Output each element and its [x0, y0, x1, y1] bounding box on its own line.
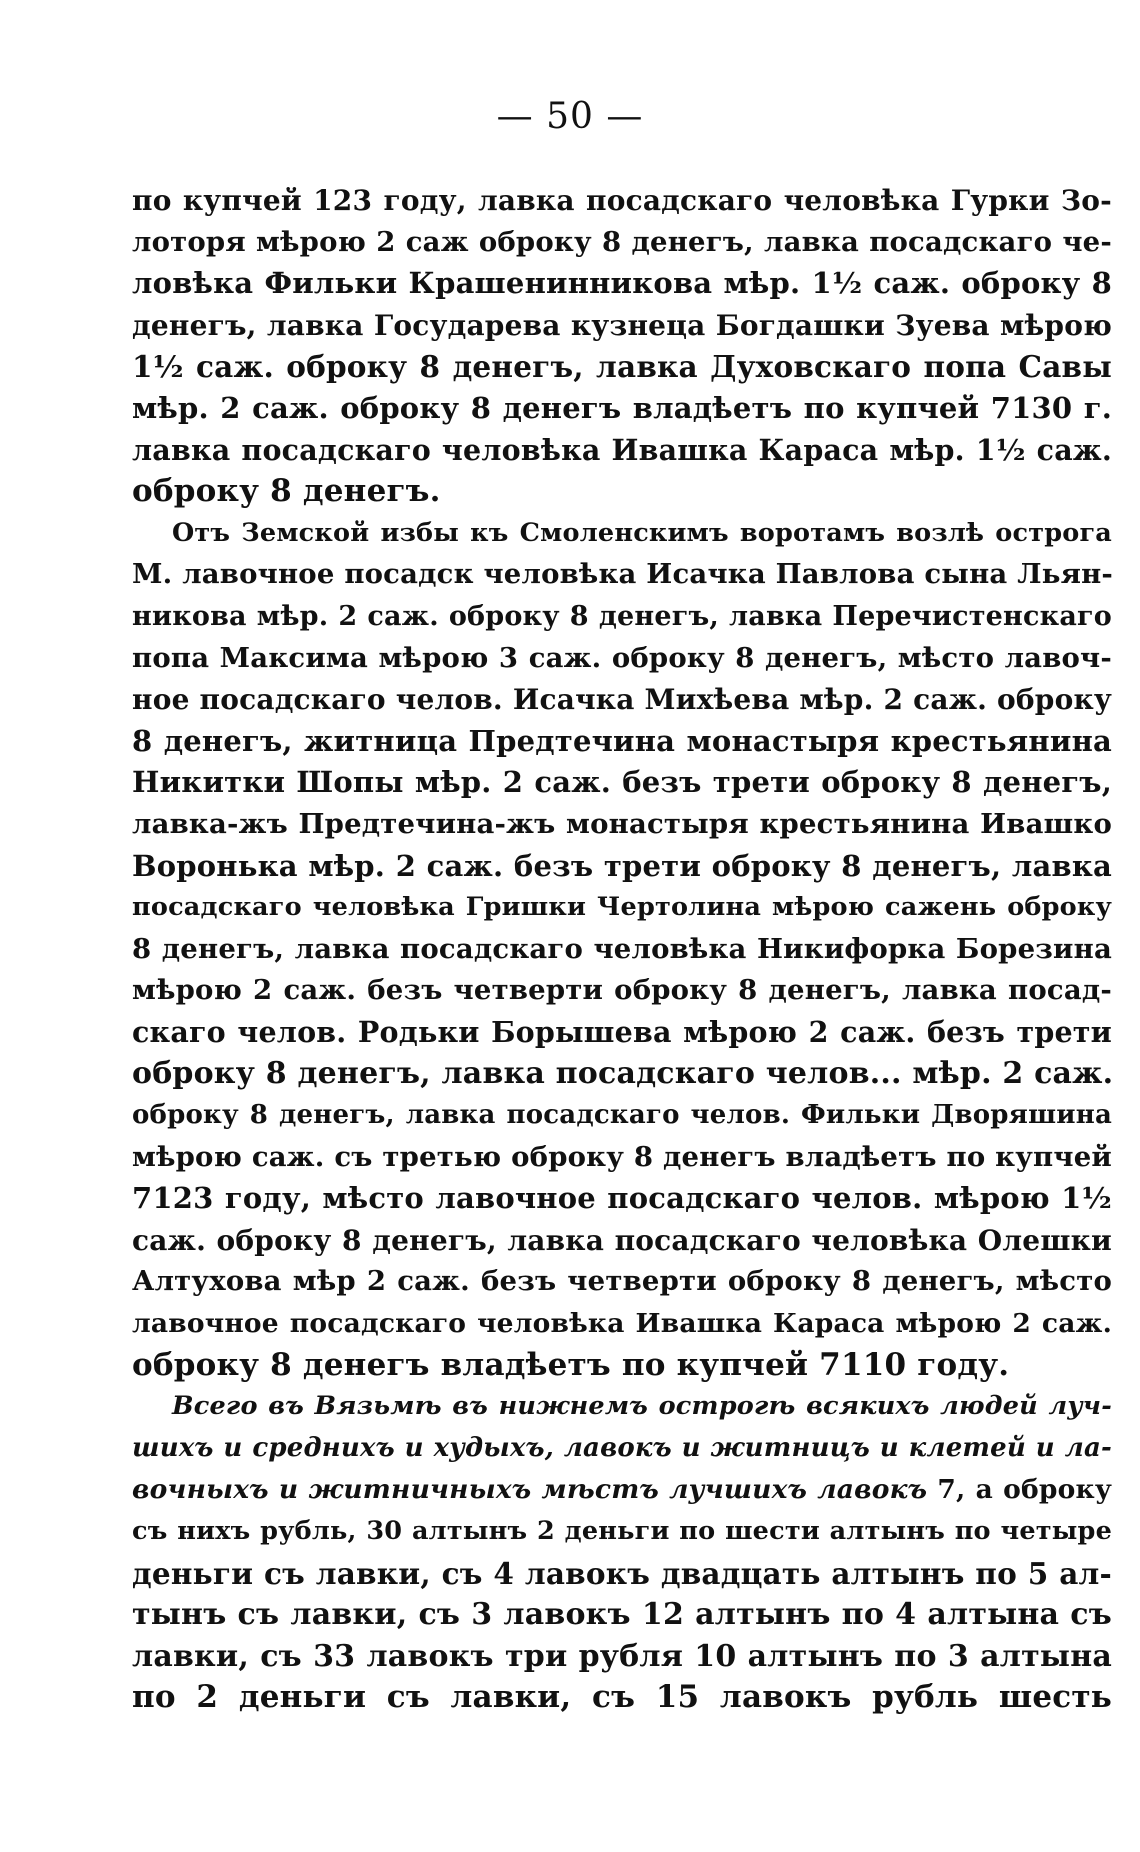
text-line: ловѣка Фильки Крашенинникова мѣр. 1½ саж. оброку 8 — [132, 266, 1112, 301]
text-line: мѣр. 2 саж. оброку 8 денегъ владѣетъ по купчей 7130 г. — [132, 390, 1112, 425]
text-line: тынъ съ лавки, съ 3 лавокъ 12 алтынъ по 4 алтына съ — [132, 1597, 1112, 1633]
page-number: — 50 — — [496, 96, 644, 137]
text-line: лоторя мѣрою 2 саж оброку 8 денегъ, лавка посадскаго че- — [132, 225, 1112, 258]
text-line: лавочное посадскаго человѣка Ивашка Караса мѣрою 2 саж. — [132, 1308, 1112, 1340]
regular-segment: 7, а оброку — [927, 1474, 1112, 1506]
text-line: попа Максима мѣрою 3 саж. оброку 8 денегъ, мѣсто лавоч- — [132, 641, 1112, 674]
text-line: деньги съ лавки, съ 4 лавокъ двадцать алтынъ по 5 ал- — [132, 1555, 1112, 1591]
text-line: 8 денегъ, житница Предтечина монастыря крестьянина — [132, 723, 1112, 758]
text-line: по купчей 123 году, лавка посадскаго человѣка Гурки Зо- — [132, 184, 1112, 217]
text-line: Никитки Шопы мѣр. 2 саж. безъ трети оброку 8 денегъ, — [132, 765, 1112, 800]
text-line: посадскаго человѣка Гришки Чертолина мѣрою сажень оброку — [132, 892, 1112, 923]
text-line: 1½ саж. оброку 8 денегъ, лавка Духовскаго попа Савы — [132, 349, 1112, 385]
italic-segment: вочныхъ и житничныхъ мѣстъ лучшихъ лавокъ — [132, 1474, 928, 1506]
text-line: скаго челов. Родьки Борышева мѣрою 2 саж. безъ трети — [132, 1014, 1112, 1049]
text-line: лавка посадскаго человѣка Ивашка Караса мѣр. 1½ саж. — [132, 432, 1112, 467]
text-line: Воронька мѣр. 2 саж. безъ трети оброку 8 денегъ, лавка — [132, 848, 1112, 883]
text-line: 7123 году, мѣсто лавочное посадскаго челов. мѣрою 1½ — [132, 1181, 1112, 1216]
text-line: мѣрою 2 саж. безъ четверти оброку 8 денегъ, лавка посад- — [132, 974, 1112, 1007]
text-line: оброку 8 денегъ владѣетъ по купчей 7110 году. — [132, 1346, 1010, 1383]
text-line: никова мѣр. 2 саж. оброку 8 денегъ, лавка Перечистенскаго — [132, 600, 1112, 632]
body-text — [132, 180, 1112, 1719]
text-line: мѣрою саж. съ третью оброку 8 денегъ владѣетъ по купчей — [132, 1140, 1112, 1173]
text-line: денегъ, лавка Государева кузнеца Богдашки Зуева мѣрою — [132, 308, 1112, 342]
text-line-italic: Всего въ Вязьмѣ въ нижнемъ острогѣ всякихъ людей луч- — [172, 1391, 1112, 1422]
text-line-mixed — [132, 1469, 1112, 1511]
text-line-italic: шихъ и среднихъ и худыхъ, лавокъ и житницъ и клетей и ла- — [132, 1432, 1112, 1463]
text-line: М. лавочное посадск человѣка Исачка Павлова сына Льян- — [132, 558, 1114, 591]
text-line: 8 денегъ, лавка посадскаго человѣка Никифорка Борезина — [132, 932, 1112, 965]
text-line: лавки, съ 33 лавокъ три рубля 10 алтынъ по 3 алтына — [132, 1638, 1112, 1674]
text-line: лавка-жъ Предтечина-жъ монастыря крестьянина Ивашко — [132, 807, 1112, 840]
text-line: оброку 8 денегъ, лавка посадскаго челов. Фильки Дворяшина — [132, 1100, 1112, 1131]
text-line: съ нихъ рубль, 30 алтынъ 2 деньги по шести алтынъ по четыре — [132, 1516, 1112, 1546]
text-line: оброку 8 денегъ. — [132, 473, 441, 510]
text-line: по 2 деньги съ лавки, съ 15 лавокъ рубль шесть — [132, 1679, 1112, 1716]
text-line: саж. оброку 8 денегъ, лавка посадскаго человѣка Олешки — [132, 1223, 1112, 1257]
text-line: оброку 8 денегъ, лавка посадскаго челов... мѣр. 2 саж. — [132, 1056, 1114, 1092]
text-line: ное посадскаго челов. Исачка Михѣева мѣр. 2 саж. оброку — [132, 683, 1113, 717]
text-line: Отъ Земской избы къ Смоленскимъ воротамъ возлѣ острога — [172, 517, 1112, 548]
text-line: Алтухова мѣр 2 саж. безъ четверти оброку 8 денегъ, мѣсто — [132, 1265, 1112, 1298]
